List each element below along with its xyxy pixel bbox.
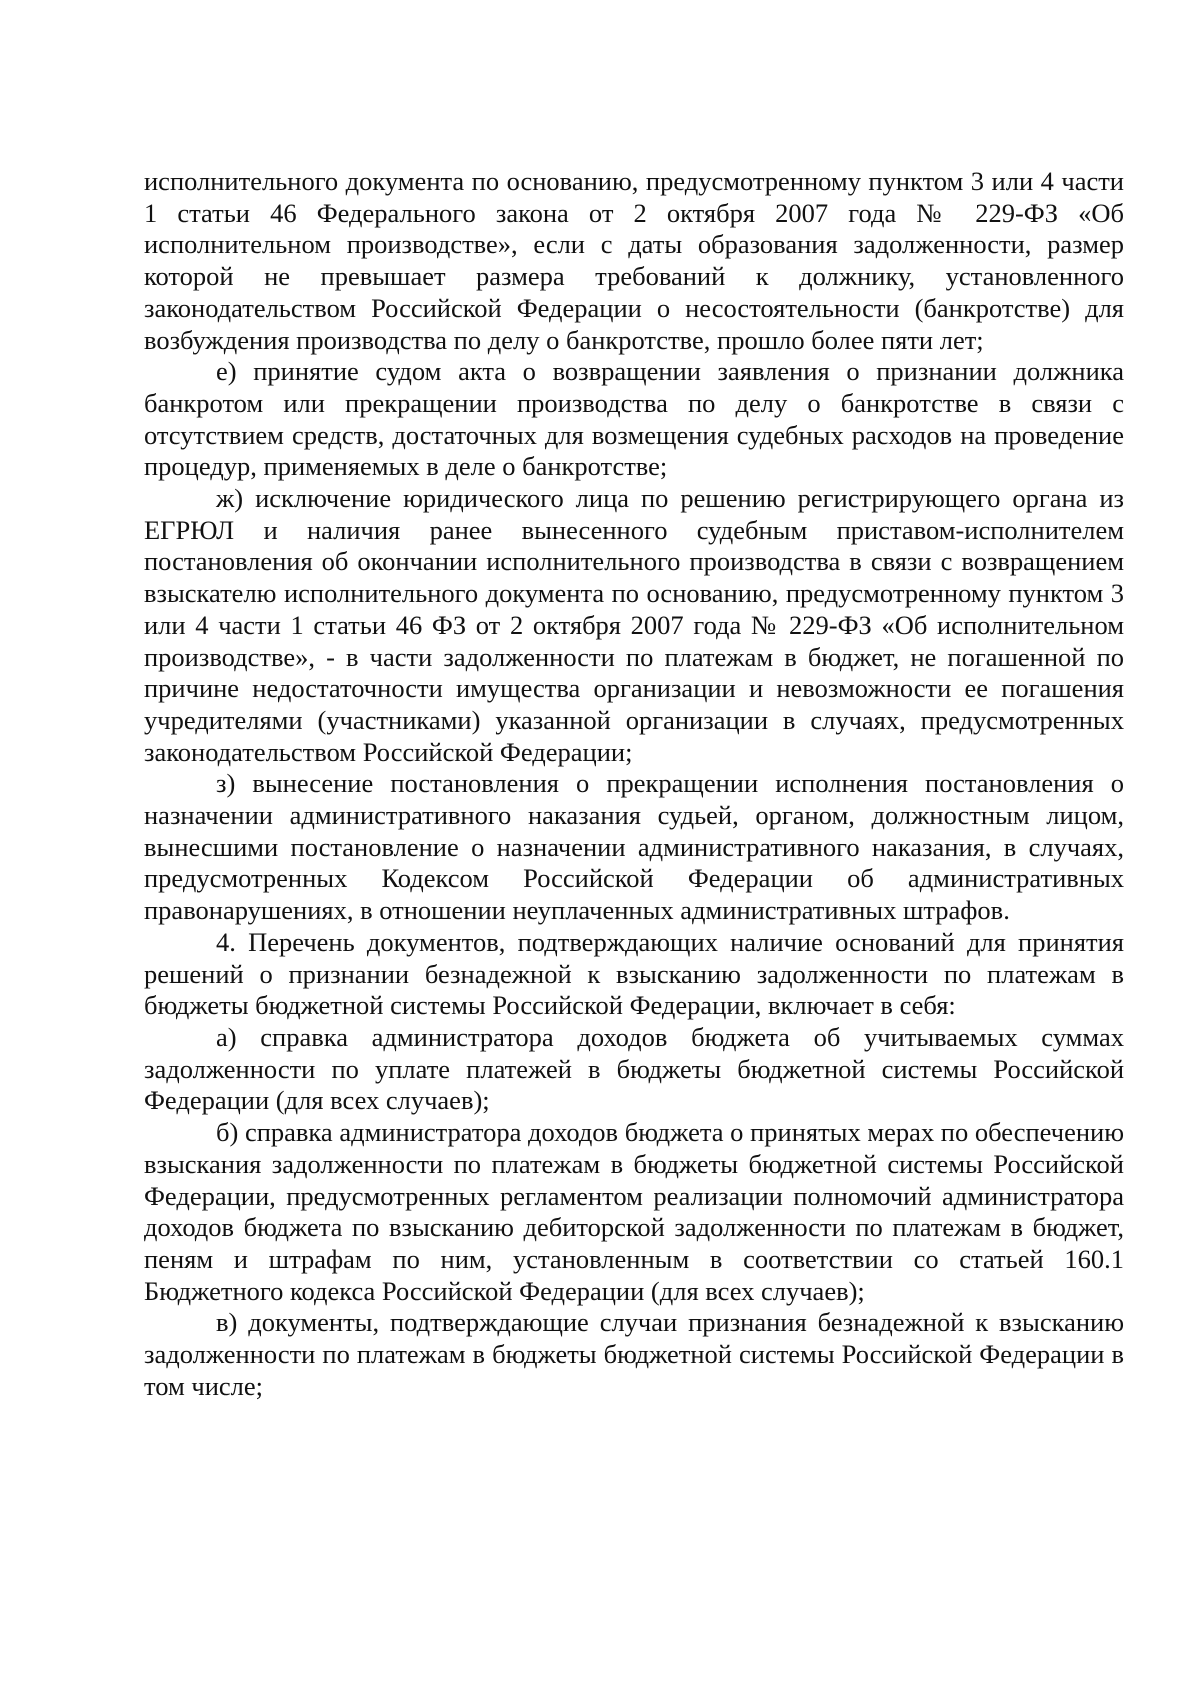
paragraph-item-v: в) документы, подтверждающие случаи признания безнадежной к взысканию задолженности по платежам в бюджеты бюджетной системы Российской Федерации в том числе; <box>144 1307 1124 1401</box>
paragraph-item-b: б) справка администратора доходов бюджета о принятых мерах по обеспечению взыскания задолженности по платежам в бюджеты бюджетной системы Российской Федерации, предусмотренных регламентом реализации полномочий администратора доходов бюджета по взысканию дебиторской задолженности по платежам в бюджет, пеням и штрафам по ним, установленным в соответствии со статьей 160.1 Бюджетного кодекса Российской Федерации (для всех случаев); <box>144 1117 1124 1306</box>
paragraph-item-z: з) вынесение постановления о прекращении исполнения постановления о назначении административного наказания судьей, органом, должностным лицом, вынесшими постановление о назначении административного наказания, в случаях, предусмотренных Кодексом Российской Федерации об административных правонарушениях, в отношении неуплаченных административных штрафов. <box>144 768 1124 926</box>
paragraph-item-e: е) принятие судом акта о возвращении заявления о признании должника банкротом или прекращении производства по делу о банкротстве в связи с отсутствием средств, достаточных для возмещения судебных расходов на проведение процедур, применяемых в деле о банкротстве; <box>144 356 1124 482</box>
paragraph-item-a: а) справка администратора доходов бюджета об учитываемых суммах задолженности по уплате платежей в бюджеты бюджетной системы Российской Федерации (для всех случаев); <box>144 1021 1124 1116</box>
paragraph-section-4: 4. Перечень документов, подтверждающих наличие оснований для принятия решений о признании безнадежной к взысканию задолженности по платежам в бюджеты бюджетной системы Российской Федерации, включает в себя: <box>144 926 1124 1021</box>
paragraph-item-zh: ж) исключение юридического лица по решению регистрирующего органа из ЕГРЮЛ и наличия ранее вынесенного судебным приставом-исполнителем постановления об окончании исполнительного производства в связи с возвращением взыскателю исполнительного документа по основанию, предусмотренному пунктом 3 или 4 части 1 статьи 46 ФЗ от 2 октября 2007 года № 229-ФЗ «Об исполнительном производстве», - в части задолженности по платежам в бюджет, не погашенной по причине недостаточности имущества организации и невозможности ее погашения учредителями (участниками) указанной организации в случаях, предусмотренных законодательством Российской Федерации; <box>144 483 1124 767</box>
paragraph-continuation: исполнительного документа по основанию, предусмотренному пунктом 3 или 4 части 1 статьи 46 Федерального закона от 2 октября 2007 года № 229-ФЗ «Об исполнительном производстве», если с даты образования задолженности, размер которой не превышает размера требований к должнику, установленного законодательством Российской Федерации о несостоятельности (банкротстве) для возбуждения производства по делу о банкротстве, прошло более пяти лет; <box>144 166 1124 355</box>
document-body <box>144 166 1124 1402</box>
